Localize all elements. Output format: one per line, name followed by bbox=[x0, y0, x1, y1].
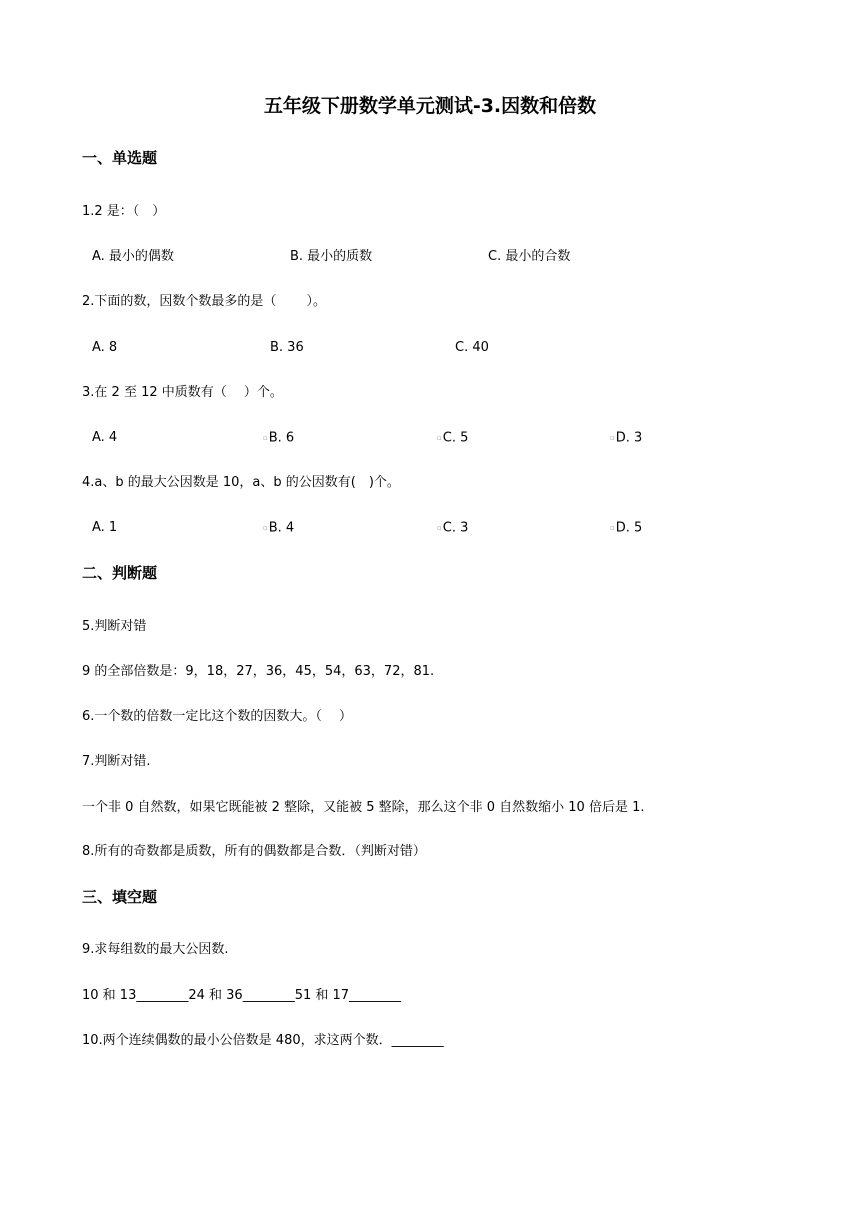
question-9-stem: 9.求每组数的最大公因数. bbox=[82, 942, 229, 957]
question-4-option-b: ▫B. 4 bbox=[263, 520, 295, 536]
question-7-statement: 一个非 0 自然数，如果它既能被 2 整除，又能被 5 整除，那么这个非 0 自然数缩小 10 倍后是 1. bbox=[82, 800, 645, 815]
question-4-option-a: A. 1 bbox=[92, 520, 118, 535]
question-3-option-c: ▫C. 5 bbox=[437, 430, 469, 446]
question-5-stem: 5.判断对错 bbox=[82, 619, 147, 634]
question-1-option-c: C. 最小的合数 bbox=[488, 249, 571, 264]
option-marker-icon: ▫ bbox=[437, 434, 442, 442]
option-marker-icon: ▫ bbox=[610, 434, 615, 442]
question-2-option-c: C. 40 bbox=[455, 340, 489, 355]
section-heading-single-choice: 一、单选题 bbox=[82, 149, 158, 167]
section-heading-true-false: 二、判断题 bbox=[82, 564, 158, 582]
question-1-stem: 1.2 是：（ ） bbox=[82, 204, 166, 219]
question-2-stem: 2.下面的数，因数个数最多的是（ ）。 bbox=[82, 294, 327, 309]
option-marker-icon: ▫ bbox=[263, 524, 268, 532]
question-2-option-b: B. 36 bbox=[270, 340, 304, 355]
question-3-stem: 3.在 2 至 12 中质数有（ ）个。 bbox=[82, 385, 283, 400]
question-3-option-a: A. 4 bbox=[92, 430, 118, 445]
question-3-option-b: ▫B. 6 bbox=[263, 430, 295, 446]
question-5-statement: 9 的全部倍数是：9，18，27，36，45，54，63，72，81. bbox=[82, 664, 435, 679]
question-1-option-b: B. 最小的质数 bbox=[290, 249, 373, 264]
question-4-stem: 4.a、b 的最大公因数是 10，a、b 的公因数有( )个。 bbox=[82, 475, 400, 490]
question-4-option-d: ▫D. 5 bbox=[610, 520, 643, 536]
question-6-stem: 6.一个数的倍数一定比这个数的因数大。（ ） bbox=[82, 709, 353, 724]
option-marker-icon: ▫ bbox=[437, 524, 442, 532]
question-2-option-a: A. 8 bbox=[92, 340, 118, 355]
page-title: 五年级下册数学单元测试-3.因数和倍数 bbox=[263, 95, 597, 117]
question-4-option-c: ▫C. 3 bbox=[437, 520, 469, 536]
question-3-option-d: ▫D. 3 bbox=[610, 430, 643, 446]
option-marker-icon: ▫ bbox=[610, 524, 615, 532]
section-heading-fill-blank: 三、填空题 bbox=[82, 888, 158, 906]
question-1-option-a: A. 最小的偶数 bbox=[92, 249, 174, 264]
question-7-stem: 7.判断对错. bbox=[82, 754, 151, 769]
option-marker-icon: ▫ bbox=[263, 434, 268, 442]
question-9-blanks: 10 和 13________24 和 36________51 和 17________ bbox=[82, 988, 402, 1003]
question-10-stem: 10.两个连续偶数的最小公倍数是 480，求这两个数．________ bbox=[82, 1033, 444, 1048]
question-8-stem: 8.所有的奇数都是质数，所有的偶数都是合数．（判断对错） bbox=[82, 844, 426, 859]
